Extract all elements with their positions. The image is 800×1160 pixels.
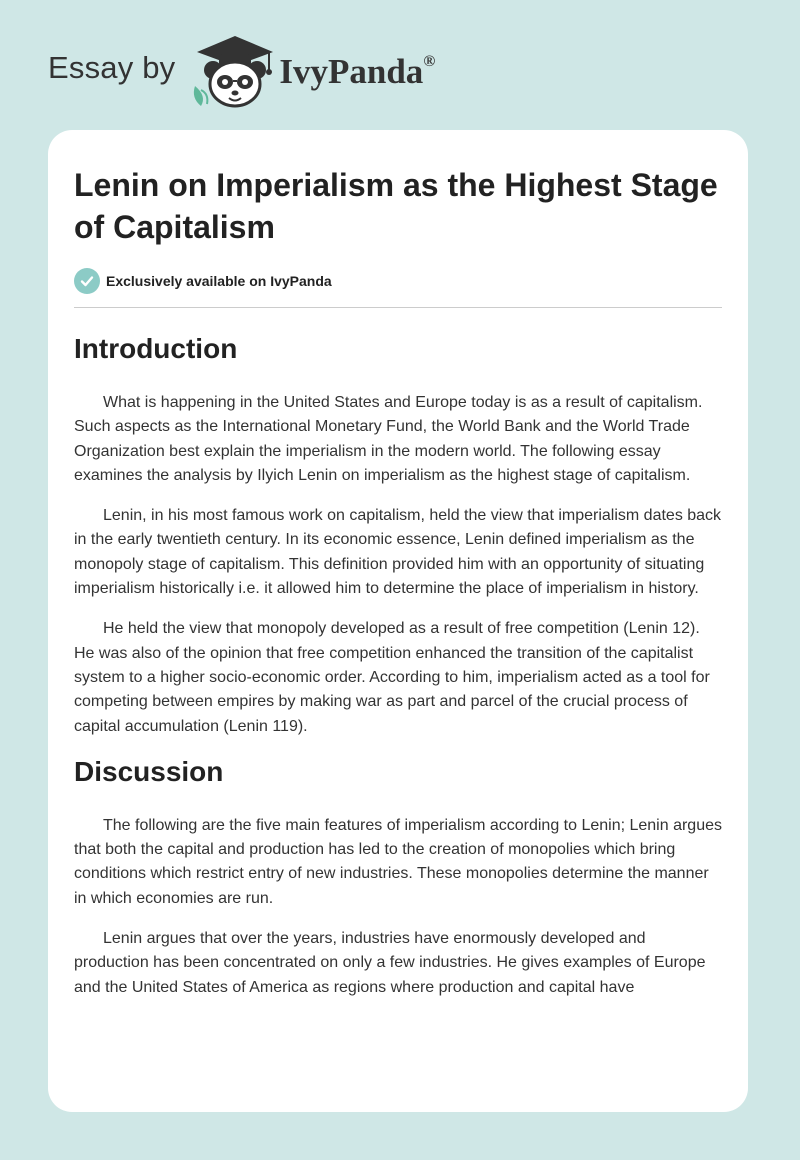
brand-name-text: IvyPanda <box>279 52 424 91</box>
check-icon <box>74 268 100 294</box>
paragraph: What is happening in the United States and Europe today is as a result of capitalism. Such aspects as the International Monetary Fund, the World Bank and the World Trade Organization best explain the imperialism in the modern world. The following essay examines the analysis by Ilyich Lenin on imperialism as the highest stage of capitalism. <box>74 394 703 484</box>
panda-logo-icon <box>189 30 275 110</box>
paragraph: Lenin, in his most famous work on capitalism, held the view that imperialism dates back in the early twentieth century. In its economic essence, Lenin defined imperialism as the monopoly stage of capitalism. This definition provided him with an opportunity of situating imperialism historically i.e. it allowed him to determine the place of imperialism in history. <box>74 507 722 598</box>
section-heading-introduction: Introduction <box>74 333 238 364</box>
registered-mark: ® <box>423 53 436 71</box>
section-heading-discussion: Discussion <box>74 755 224 787</box>
essay-by-label: Essay by <box>48 50 176 85</box>
brand-name <box>279 52 435 92</box>
exclusive-badge <box>74 268 722 294</box>
paragraph: The following are the five main features of imperialism according to Lenin; Lenin argues that both the capital and production has led to the creation of monopolies which bring conditions which restrict entry of new industries. These monopolies determine the manner in which economies are run. <box>74 816 722 907</box>
essay-card <box>48 130 748 1112</box>
exclusive-label: Exclusively available on IvyPanda <box>106 273 332 289</box>
essay-title: Lenin on Imperialism as the Highest Stage of Capitalism <box>74 167 718 245</box>
paragraph: Lenin argues that over the years, industries have enormously developed and production has been concentrated on only a few industries. He gives examples of Europe and the United States of America as regions where production and capital have <box>74 930 706 996</box>
paragraph: He held the view that monopoly developed as a result of free competition (Lenin 12). He was also of the opinion that free competition enhanced the transition of the capitalist system to a higher socio-economic order. According to him, imperialism acted as a tool for competing between empires by making war as part and parcel of the crucial process of capital accumulation (Lenin 119). <box>74 620 710 735</box>
site-header-logo[interactable] <box>48 30 435 110</box>
title-divider <box>74 307 722 308</box>
